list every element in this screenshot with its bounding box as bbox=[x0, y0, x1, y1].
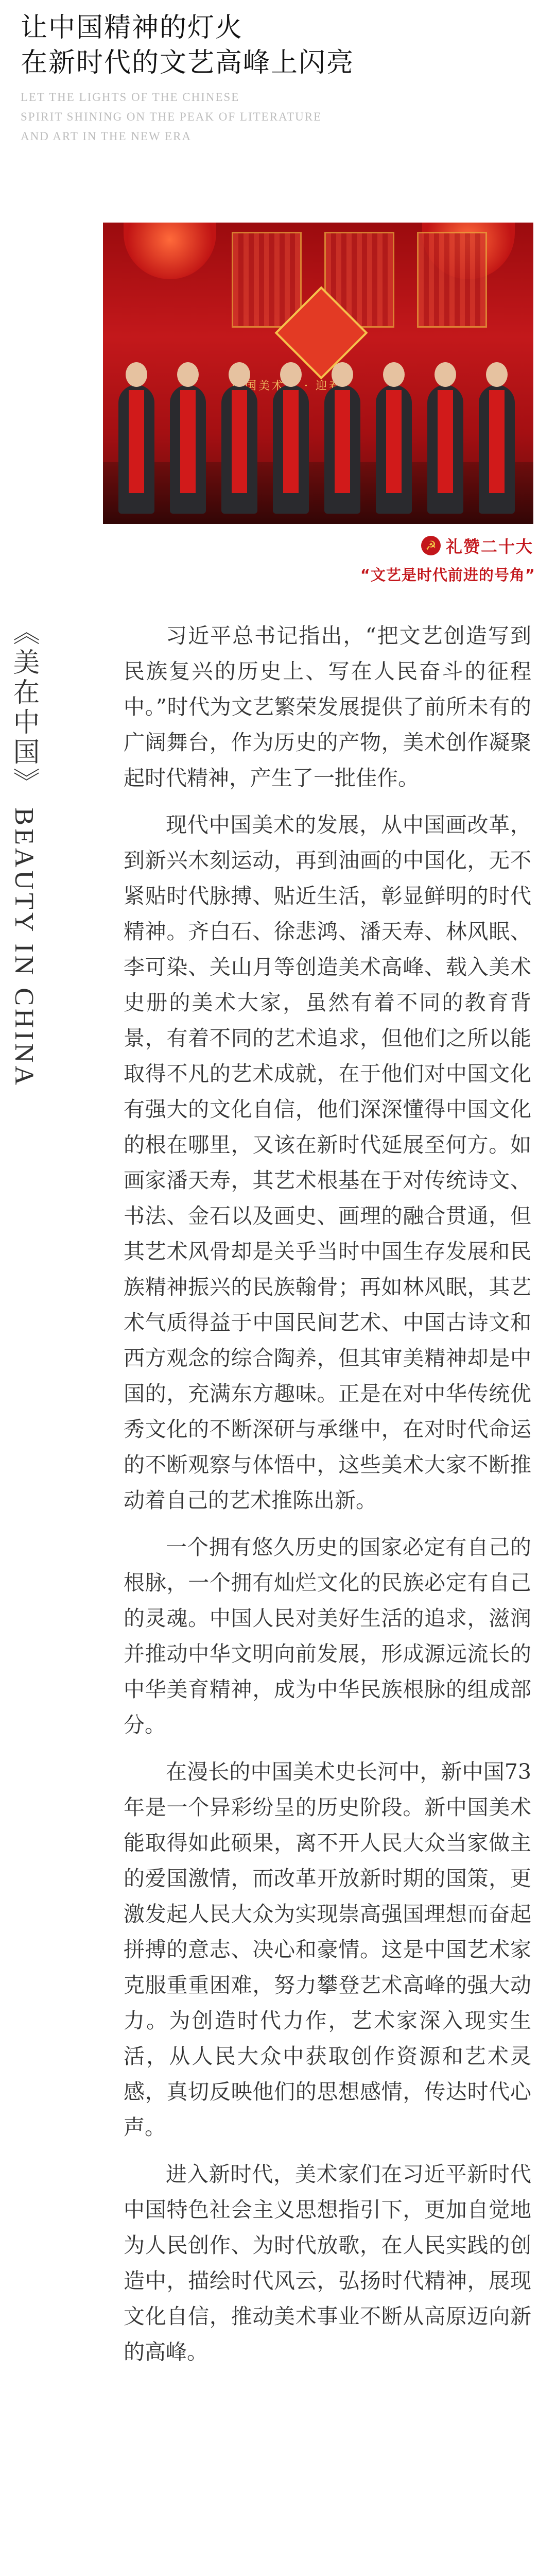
person-figure bbox=[479, 385, 515, 514]
header bbox=[21, 10, 535, 146]
article-paragraph: 一个拥有悠久历史的国家必定有自己的根脉，一个拥有灿烂文化的民族必定有自己的灵魂。中国人民对美好生活的追求，滋润并推动中华文明向前发展，形成源远流长的中华美育精神，成为中华民族根脉的组成部分。 bbox=[124, 1535, 531, 1737]
stage-floor bbox=[103, 462, 533, 524]
person-figure bbox=[118, 385, 154, 514]
person-figure bbox=[376, 385, 412, 514]
english-subtitle-line2: SPIRIT SHINING ON THE PEAK OF LITERATURE bbox=[21, 110, 322, 123]
person-figure bbox=[427, 385, 463, 514]
article-paragraph: 进入新时代，美术家们在习近平新时代中国特色社会主义思想指引下，更加自觉地为人民创作、为时代放歌，在人民实践的创造中，描绘时代风云，弘扬时代精神，展现文化自信，推动美术事业不断从高原迈向新的高峰。 bbox=[124, 2162, 531, 2364]
english-subtitle-line1: LET THE LIGHTS OF THE CHINESE bbox=[21, 91, 240, 104]
photo-banner-text: 中国美术馆 · 迎春 bbox=[232, 380, 342, 393]
english-subtitle bbox=[21, 88, 535, 146]
badge-title: 礼赞二十大 bbox=[445, 537, 533, 556]
column-label-cn: 《美在中国》 bbox=[8, 618, 39, 798]
person-figure bbox=[170, 385, 206, 514]
party-emblem-icon: ☭ bbox=[421, 536, 441, 555]
english-subtitle-line3: AND ART IN THE NEW ERA bbox=[21, 130, 192, 143]
badge-subtitle: “文艺是时代前进的号角” bbox=[360, 566, 535, 584]
person-figure bbox=[273, 385, 309, 514]
page-title-line2: 在新时代的文艺高峰上闪亮 bbox=[21, 47, 355, 78]
backdrop-panel bbox=[417, 232, 487, 328]
person-figure bbox=[221, 385, 257, 514]
page-title-line1: 让中国精神的灯火 bbox=[21, 12, 244, 43]
article-paragraph: 在漫长的中国美术史长河中，新中国73年是一个异彩纷呈的历史阶段。新中国美术能取得如此硕果，离不开人民大众当家做主的爱国激情，而改革开放新时期的国策，更激发起人民大众为实现崇高强国理想而奋起拼搏的意志、决心和豪情。这是中国艺术家克服重重困难，努力攀登艺术高峰的强大动力。为创造时代力作，艺术家深入现实生活，从人民大众中获取创作资源和艺术灵感，真切反映他们的思想感情，传达时代心声。 bbox=[124, 1759, 531, 2140]
event-photo bbox=[103, 223, 533, 524]
column-label-en: BEAUTY IN CHINA bbox=[9, 807, 39, 1088]
lantern-decoration bbox=[124, 223, 216, 279]
article-body bbox=[124, 618, 531, 2381]
section-badge bbox=[421, 534, 533, 557]
column-label bbox=[8, 618, 39, 1088]
article-paragraph: 习近平总书记指出，“把文艺创造写到民族复兴的历史上、写在人民奋斗的征程中。”时代为文艺繁荣发展提供了前所未有的广阔舞台，作为历史的产物，美术创作凝聚起时代精神，产生了一批佳作。 bbox=[124, 623, 531, 790]
backdrop-panel bbox=[232, 232, 302, 328]
person-figure bbox=[324, 385, 360, 514]
article-paragraph: 现代中国美术的发展，从中国画改革，到新兴木刻运动，再到油画的中国化，无不紧贴时代脉搏、贴近生活，彰显鲜明的时代精神。齐白石、徐悲鸿、潘天寿、林风眠、李可染、关山月等创造美术高峰、载入美术史册的美术大家，虽然有着不同的教育背景，有着不同的艺术追求，但他们之所以能取得不凡的艺术成就，在于他们对中国文化有强大的文化自信，他们深深懂得中国文化的根在哪里，又该在新时代延展至何方。如画家潘天寿，其艺术根基在于对传统诗文、书法、金石以及画史、画理的融合贯通，但其艺术风骨却是关乎当时中国生存发展和民族精神振兴的民族翰骨；再如林风眠，其艺术气质得益于中国民间艺术、中国古诗文和西方观念的综合陶养，但其审美精神却是中国的，充满东方趣味。正是在对中华传统优秀文化的不断深研与承继中，在对时代命运的不断观察与体悟中，这些美术大家不断推动着自己的艺术推陈出新。 bbox=[124, 812, 531, 1513]
